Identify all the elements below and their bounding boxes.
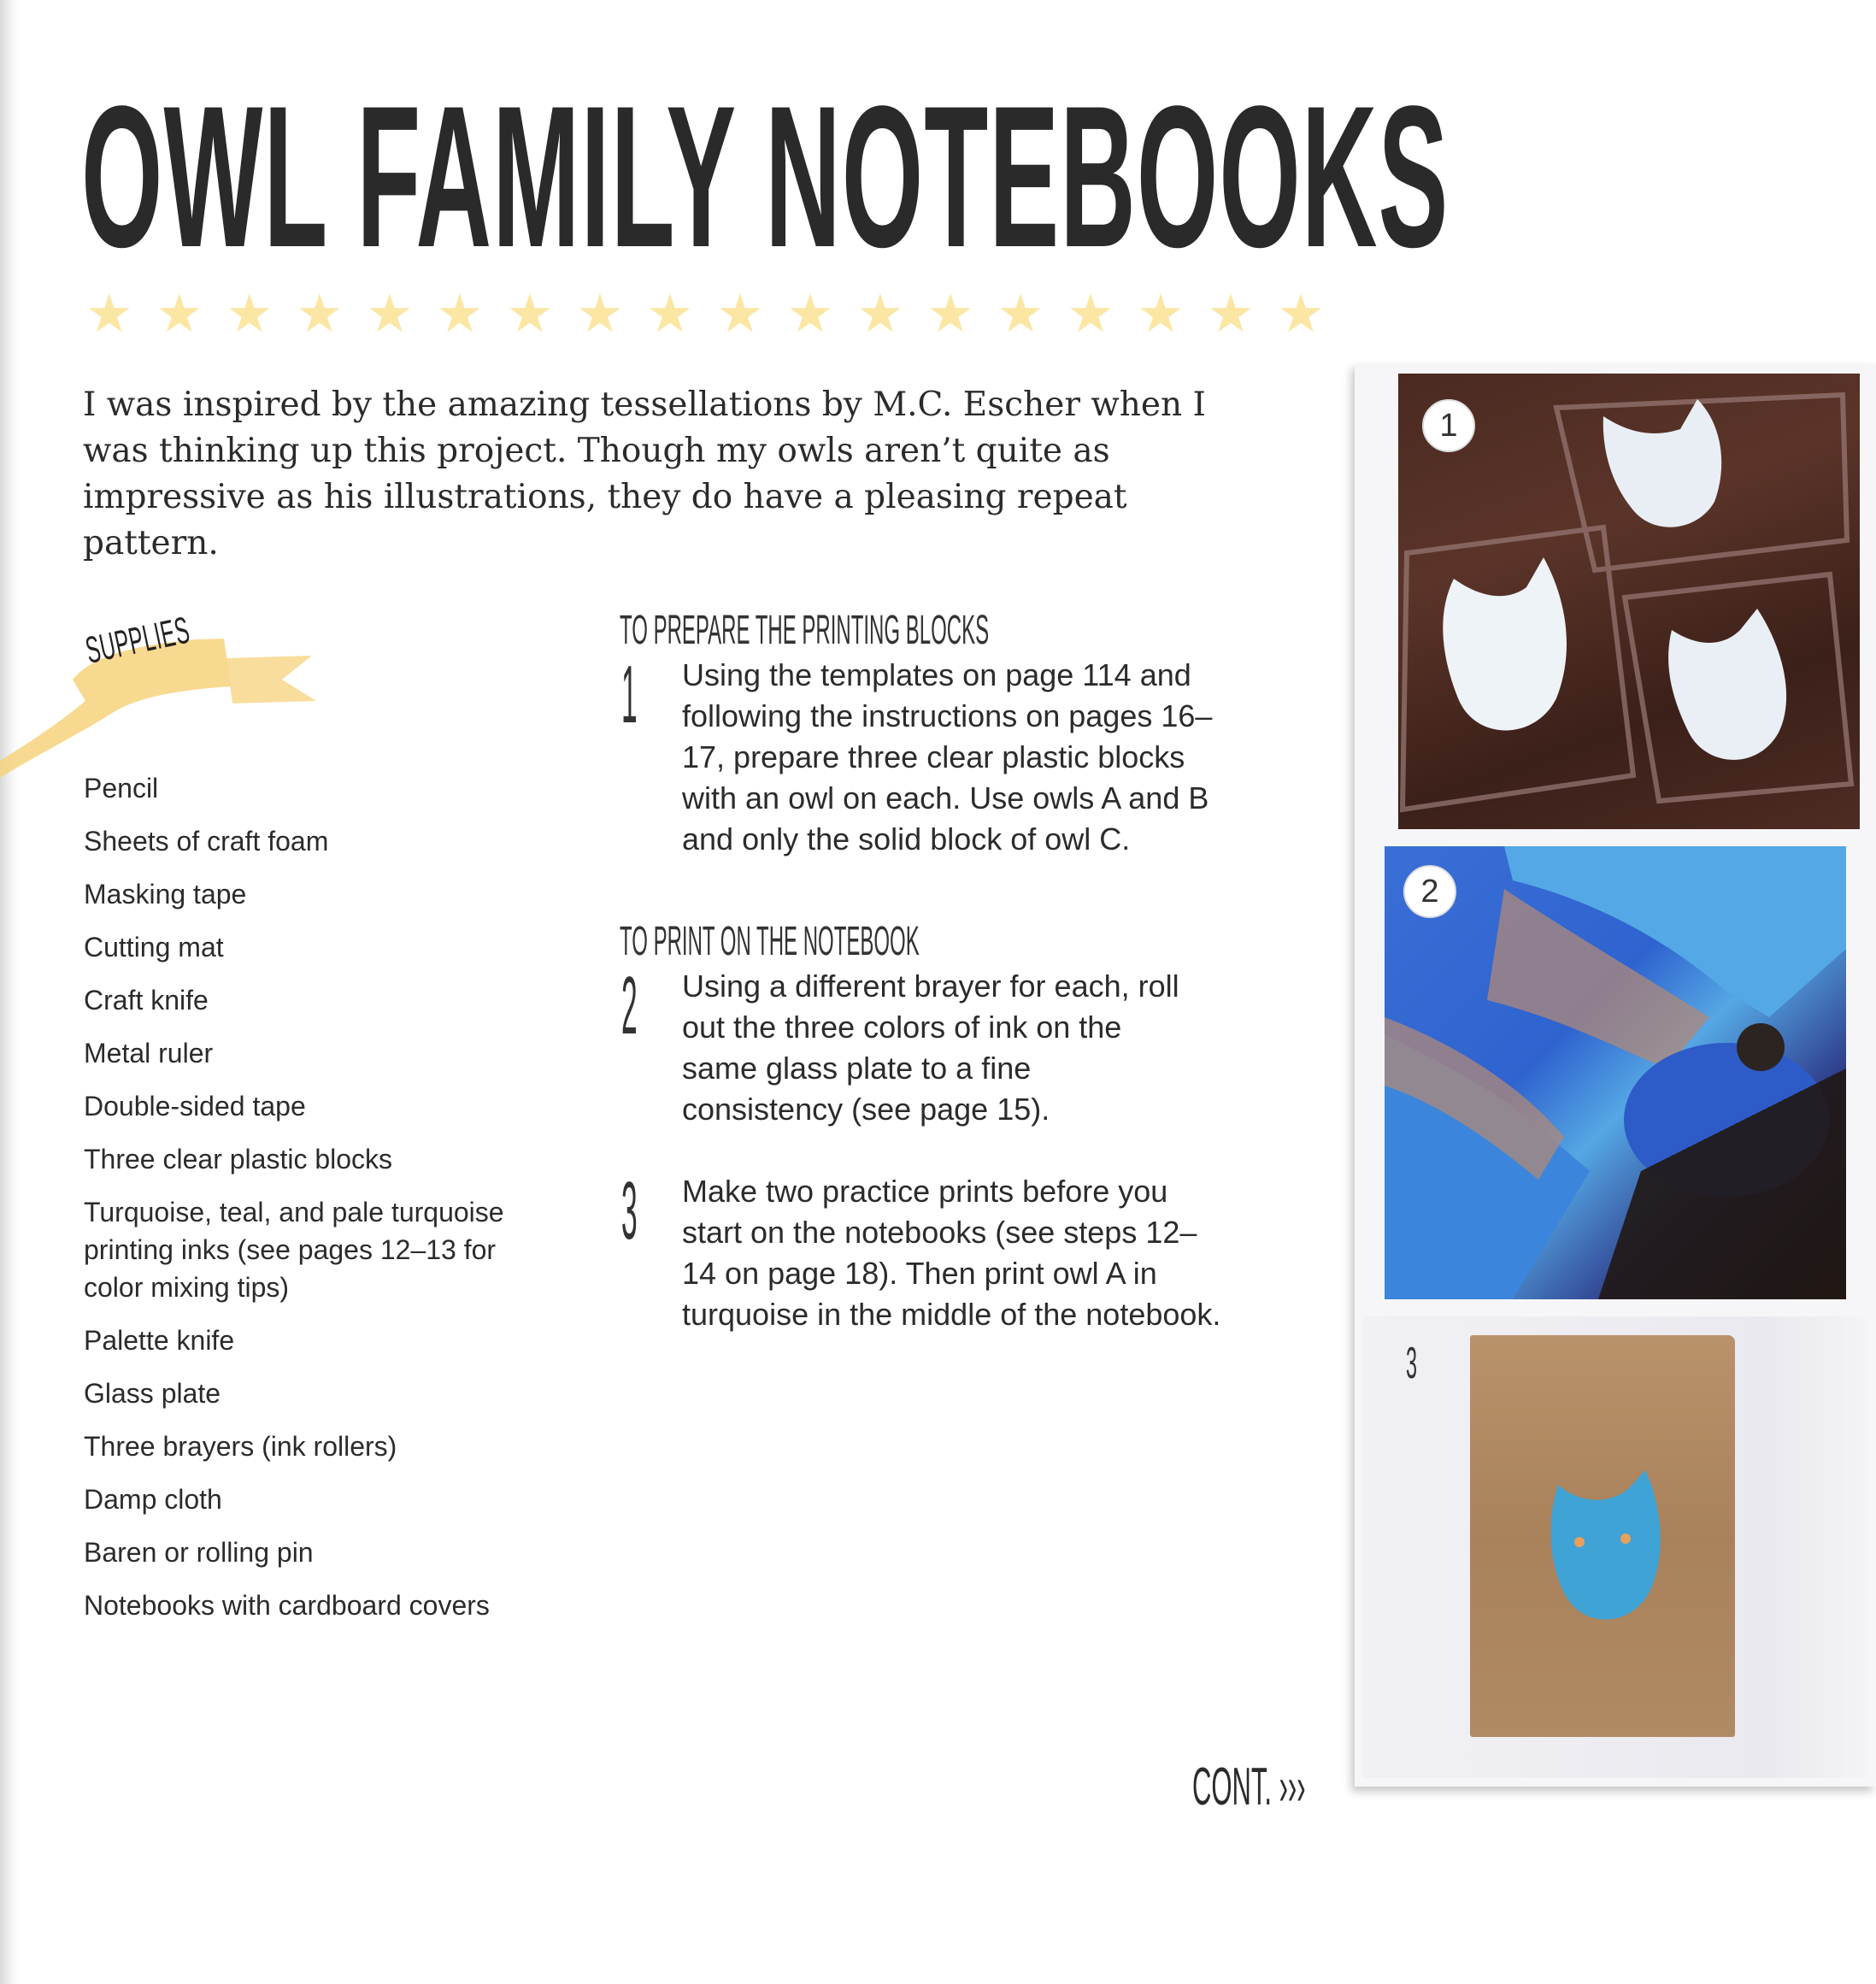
step-text: Using a different brayer for each, roll out the three colors of ink on the same glass plate to a fine consistency (see page 15).	[682, 968, 1179, 1127]
star-icon: ★	[926, 285, 974, 344]
star-icon: ★	[1277, 285, 1325, 344]
owl-print-illustration	[1470, 1335, 1735, 1737]
supplies-heading: SUPPLIES	[82, 609, 194, 672]
list-item: Three brayers (ink rollers)	[84, 1431, 397, 1462]
list-item: Baren or rolling pin	[84, 1537, 314, 1568]
star-icon: ★	[226, 285, 273, 344]
star-icon: ★	[786, 285, 834, 344]
list-item: Double-sided tape	[84, 1091, 306, 1122]
intro-paragraph: I was inspired by the amazing tessellations by M.C. Escher when I was thinking up this project. Though my owls aren’t quite as impressive as his illustrations, they do have a pleasing repeat pattern.	[83, 386, 1206, 562]
supplies-list	[84, 769, 562, 1640]
star-icon: ★	[506, 285, 554, 344]
page-gutter-shadow	[0, 0, 19, 1984]
section-heading-prepare: TO PREPARE THE PRINTING BLOCKS	[620, 608, 990, 653]
step-photo-1	[1398, 374, 1860, 829]
star-icon: ★	[646, 285, 694, 344]
page-title: OWL FAMILY NOTEBOOKS	[81, 64, 1450, 290]
star-icon: ★	[1137, 285, 1185, 344]
step-number: 3	[621, 1165, 638, 1257]
list-item: Glass plate	[84, 1378, 221, 1409]
star-icon: ★	[997, 285, 1044, 344]
continued-label: CONT. ›››	[1192, 1757, 1306, 1816]
star-icon: ★	[1067, 285, 1114, 344]
step-number: 2	[621, 960, 638, 1051]
list-item: Damp cloth	[84, 1484, 222, 1515]
list-item: Three clear plastic blocks	[84, 1144, 393, 1175]
step-3	[620, 1165, 1235, 1335]
star-icon: ★	[156, 285, 203, 344]
step-photo-3	[1363, 1316, 1867, 1778]
step-text: Using the templates on page 114 and following the instructions on pages 16–17, prepare three clear plastic blocks with an owl on each. Use owls A and B and only the solid block of owl C.	[682, 657, 1213, 857]
list-item: Masking tape	[84, 879, 247, 910]
step-badge: 1	[1422, 399, 1475, 452]
list-item: Palette knife	[84, 1325, 235, 1356]
step-1	[620, 649, 1235, 860]
list-item: Pencil	[84, 773, 159, 804]
star-icon: ★	[436, 285, 484, 344]
ink-rolling-illustration	[1385, 846, 1846, 1299]
list-item: Cutting mat	[84, 932, 224, 963]
star-icon: ★	[366, 285, 414, 344]
step-2	[620, 960, 1235, 1130]
list-item: Turquoise, teal, and pale turquoise printing inks (see pages 12–13 for color mixing tips)	[84, 1197, 504, 1303]
step-photo-2	[1385, 846, 1846, 1299]
star-icon: ★	[576, 285, 624, 344]
section-heading-print: TO PRINT ON THE NOTEBOOK	[620, 919, 920, 964]
list-item: Metal ruler	[84, 1038, 214, 1069]
star-icon: ★	[856, 285, 904, 344]
step-text: Make two practice prints before you start on the notebooks (see steps 12–14 on page 18). Then print owl A in turquoise in the middle of the notebook.	[682, 1174, 1221, 1332]
step-number: 1	[621, 649, 638, 740]
list-item: Sheets of craft foam	[84, 826, 329, 857]
instructions-column	[620, 609, 1235, 1335]
printed-notebook	[1470, 1335, 1735, 1737]
star-icon: ★	[296, 285, 344, 344]
list-item: Craft knife	[84, 985, 209, 1016]
step-badge: 2	[1403, 865, 1456, 918]
star-icon: ★	[1207, 285, 1255, 344]
step-badge: 3	[1406, 1339, 1418, 1388]
list-item: Notebooks with cardboard covers	[84, 1590, 490, 1621]
star-divider	[85, 285, 1325, 344]
star-icon: ★	[85, 285, 133, 344]
star-icon: ★	[716, 285, 764, 344]
